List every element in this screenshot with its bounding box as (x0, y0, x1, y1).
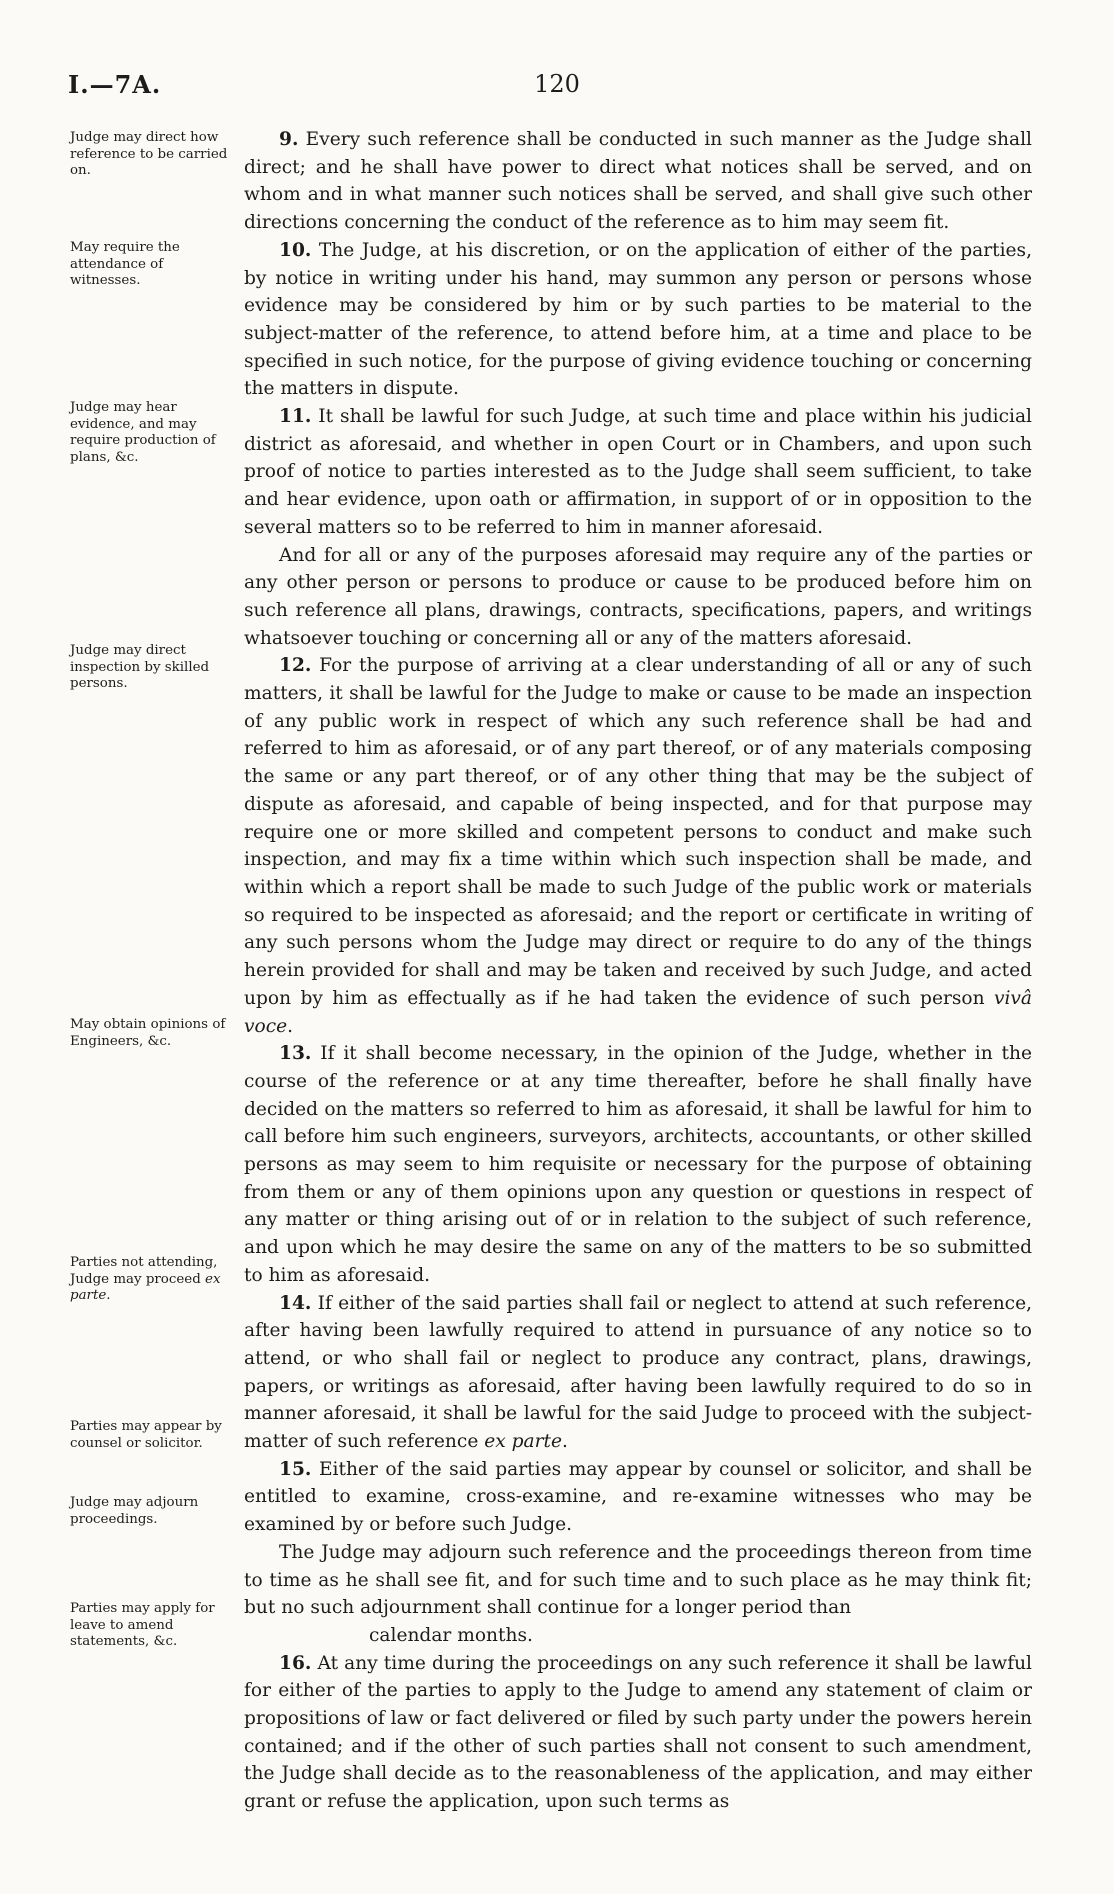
section-text: If either of the said parties shall fail or neglect to attend at such reference, after having been lawfully required to attend in pursuance of any notice so to attend, or who shall fail or neglect to produce any contract, plans, drawings, papers, or writings as aforesaid, after having been lawfully required to do so in manner aforesaid, it shall be lawful for the said Judge to proceed with the subject-matter of such reference (244, 1292, 1032, 1453)
section-number: 15. (279, 1458, 312, 1480)
section-number: 12. (279, 655, 312, 677)
page-number: 120 (534, 70, 580, 98)
section-text: If it shall become necessary, in the opinion of the Judge, whether in the course of the reference or at any time thereafter, before he shall finally have decided on the matters so referred to him as aforesaid, it shall be lawful for him to call before him such engineers, surveyors, architects, accountants, or other skilled persons as may seem to him requisite or necessary for the purpose of obtaining from them or any of them opinions upon any question or questions in respect of any matter or thing arising out of or in relation to the subject of such reference, and upon which he may desire the same on any of the matters to be so submitted to him as aforesaid. (244, 1043, 1032, 1286)
italic-phrase: vivâ voce (244, 987, 1032, 1037)
section-11-continued (244, 542, 1032, 653)
section-text: The Judge, at his discretion, or on the application of either of the parties, by notice in writing under his hand, may summon any person or persons whose evidence may be considered by him or by such parties to be material to the subject-matter of the reference, to attend before him, at a time and place to be specified in such notice, for the purpose of giving evidence touching or concerning the matters in dispute. (244, 239, 1032, 400)
section-last-line: calendar months. (369, 1624, 533, 1646)
section-number: 11. (279, 406, 312, 428)
section-text: At any time during the proceedings on any such reference it shall be lawful for either of the parties to apply to the Judge to amend any statement of claim or propositions of law or fact delivered or filed by such party under the powers herein contained; and if the other of such parties shall not consent to such amendment, the Judge shall decide as to the reasonableness of the application, and may either grant or refuse the application, upon such terms as (244, 1652, 1032, 1813)
section-15-adjournment (244, 1539, 1032, 1650)
section-text: Either of the said parties may appear by counsel or solicitor, and shall be entitled to examine, cross-examine, and re-examine witnesses who may be examined by or before such Judge. (244, 1458, 1032, 1536)
section-end: . (287, 1015, 294, 1037)
section-9 (244, 126, 1032, 237)
page-reference: I.—7A. (68, 70, 162, 99)
margin-note-section-14-text: Parties not attending, Judge may proceed (70, 1255, 218, 1287)
section-10 (244, 237, 1032, 403)
margin-note-section-12: Judge may direct inspection by skilled persons. (70, 643, 210, 691)
body-text (244, 126, 1032, 1816)
section-text: Every such reference shall be conducted in such manner as the Judge shall direct; and he shall have power to direct what notices shall be served, and on whom and in what manner such notices shall be served, and shall give such other directions concerning the conduct of the reference as to him may seem fit. (244, 129, 1032, 234)
section-text: It shall be lawful for such Judge, at such time and place within his judicial district as aforesaid, and whether in open Court or in Chambers, and upon such proof of notice to parties interested as to the Judge shall seem sufficient, to take and hear evidence, upon oath or affirmation, in support of or in opposition to the several matters so to be referred to him in manner aforesaid. (244, 406, 1032, 538)
section-12 (244, 652, 1032, 1040)
margin-note-section-11: Judge may hear evidence, and may require production of plans, &c. (70, 400, 216, 465)
section-text: And for all or any of the purposes aforesaid may require any of the parties or any other person or persons to produce or cause to be produced before him on such reference all plans, drawings, contracts, specifications, papers, and writings whatsoever touching or concerning all or any of the matters aforesaid. (244, 544, 1032, 649)
section-text: For the purpose of arriving at a clear understanding of all or any of such matters, it shall be lawful for the Judge to make or cause to be made an inspection of any public work in respect of which any such reference shall be had and referred to him as aforesaid, or of any part thereof, or of any materials composing the same or any part thereof, or of any other thing that may be the subject of dispute as aforesaid, and capable of being inspected, and for that purpose may require one or more skilled and competent persons to conduct and make such inspection, and may fix a time within which such inspection shall be made, and within which a report shall be made to such Judge of the public work or materials so required to be inspected as aforesaid; and the report or certificate in writing of any such persons whom the Judge may direct or require to do any of the things herein provided for shall and may be taken and received by such Judge, and acted upon by him as effectually as if he had taken the evidence of such person (244, 655, 1032, 1009)
margin-note-section-15: Parties may appear by counsel or solicitor. (70, 1419, 222, 1451)
section-15 (244, 1456, 1032, 1539)
section-11 (244, 403, 1032, 542)
section-number: 10. (279, 239, 312, 261)
margin-note-section-14 (70, 1255, 230, 1305)
margin-note-section-13: May obtain opinions of Engineers, &c. (70, 1017, 226, 1049)
section-14 (244, 1290, 1032, 1456)
section-number: 13. (279, 1043, 312, 1065)
section-end: . (562, 1431, 568, 1453)
section-number: 16. (279, 1652, 312, 1674)
section-16 (244, 1650, 1032, 1816)
margin-note-section-9: Judge may direct how reference to be carried on. (70, 130, 228, 178)
margin-note-section-16: Parties may apply for leave to amend statements, &c. (70, 1601, 215, 1649)
section-13 (244, 1040, 1032, 1289)
page-header (0, 0, 1114, 120)
margin-note-section-14-italic: ex parte. (70, 1271, 221, 1303)
section-number: 9. (279, 129, 299, 150)
margin-note-section-10: May require the attendance of witnesses. (70, 240, 180, 288)
margin-note-adjourn: Judge may adjourn proceedings. (70, 1495, 199, 1527)
italic-phrase: ex parte (484, 1431, 563, 1453)
section-text: The Judge may adjourn such reference and the proceedings thereon from time to time as he shall see fit, and for such time and to such place as he may think fit; but no such adjournment shall continue for a longer period than (244, 1541, 1032, 1619)
section-number: 14. (279, 1292, 312, 1314)
